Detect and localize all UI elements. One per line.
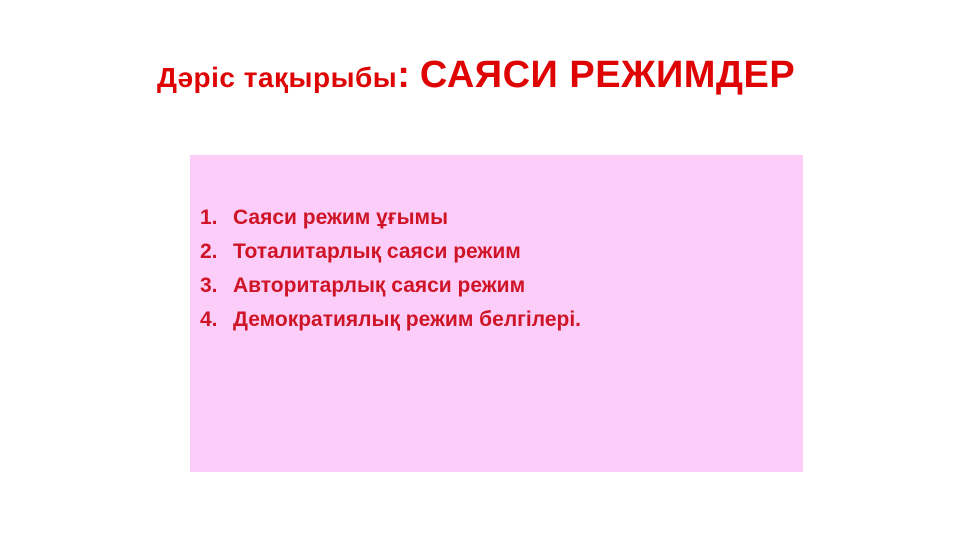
list-item-number: 2. — [200, 240, 218, 263]
list-item — [200, 269, 793, 303]
slide-title — [157, 56, 795, 94]
list-item — [200, 303, 793, 337]
list-item-number: 1. — [200, 206, 218, 229]
list-item-text: Тоталитарлық саяси режим — [233, 240, 521, 263]
list-item-text: Демократиялық режим белгілері. — [233, 308, 581, 331]
list-item-number: 3. — [200, 274, 218, 297]
list-item — [200, 201, 793, 235]
list-item-number: 4. — [200, 308, 218, 331]
list-item-text: Авторитарлық саяси режим — [233, 274, 526, 297]
title-colon: : — [397, 54, 410, 96]
title-main-label: САЯСИ РЕЖИМДЕР — [419, 54, 796, 96]
list-item — [200, 235, 793, 269]
list-item-text: Саяси режим ұғымы — [233, 206, 449, 229]
agenda-list — [190, 155, 803, 337]
content-panel — [190, 155, 803, 472]
title-prefix-label: Дәріс тақырыбы — [157, 62, 398, 93]
